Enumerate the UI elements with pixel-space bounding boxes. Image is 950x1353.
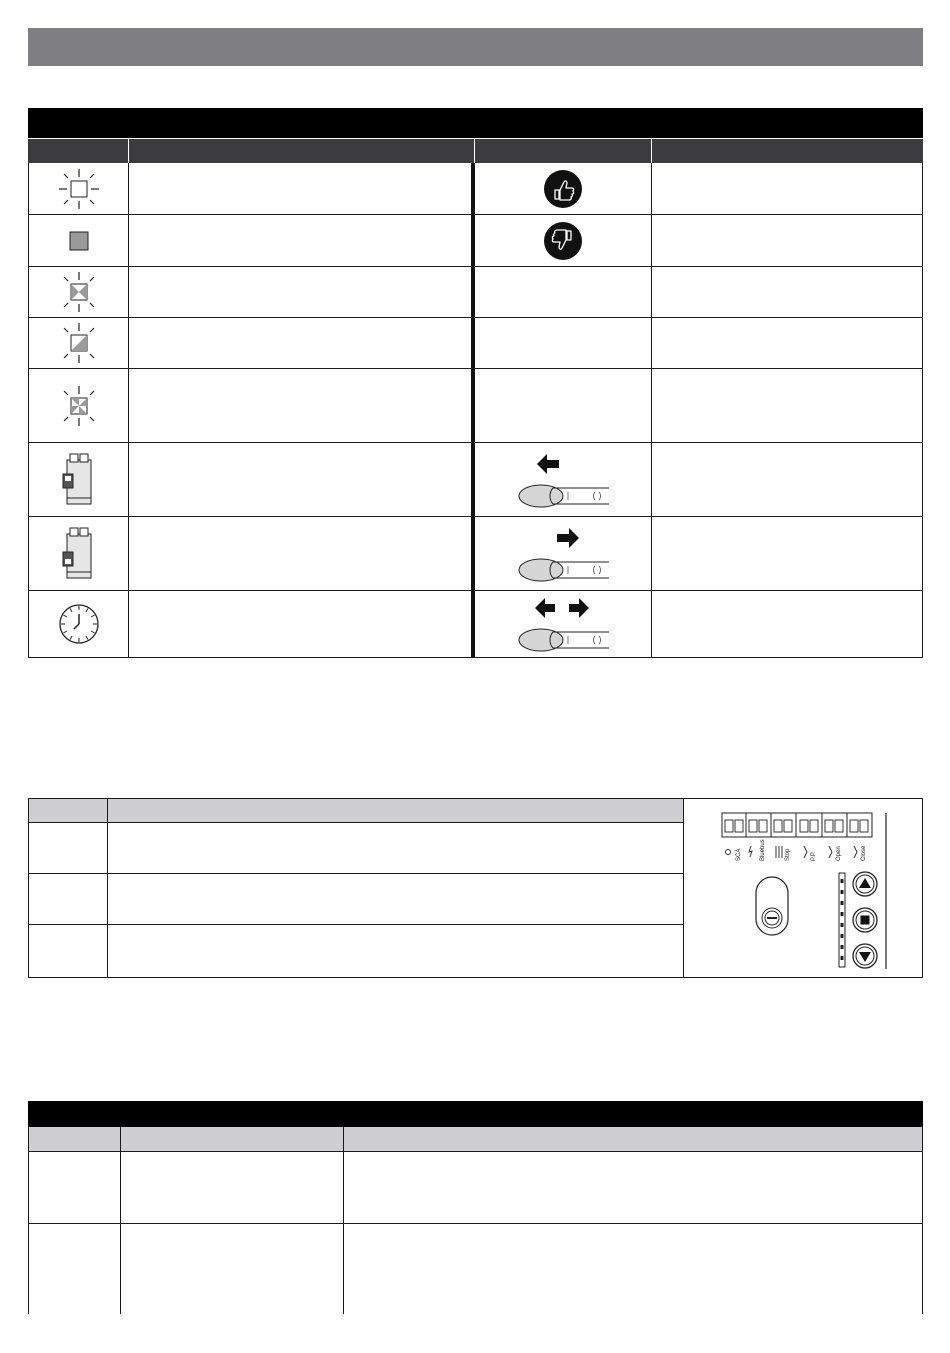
section-title-bar — [28, 28, 923, 66]
description-cell — [129, 267, 475, 317]
led-strip — [839, 873, 845, 967]
table-row — [28, 369, 923, 443]
pp-icon — [804, 846, 807, 858]
column-header — [652, 139, 923, 163]
description-cell — [129, 517, 475, 590]
description-cell — [129, 443, 475, 516]
table-row — [28, 318, 923, 369]
table-row — [28, 267, 923, 318]
table-row — [28, 163, 923, 215]
clock-icon — [57, 602, 101, 646]
table-row — [28, 215, 923, 267]
empty-cell — [475, 369, 652, 442]
open-icon — [829, 846, 832, 858]
stop-button[interactable] — [853, 908, 877, 932]
description-cell — [129, 369, 475, 442]
press-left-button-icon — [513, 450, 613, 510]
circuit-breaker-off-icon — [61, 526, 97, 582]
description-cell — [652, 215, 923, 266]
led-blinking-quarters-icon — [57, 384, 101, 428]
table-row — [29, 925, 683, 978]
up-arrow-button[interactable] — [853, 872, 877, 896]
thumb-up-icon — [543, 169, 583, 209]
led-blinking-icon — [57, 167, 101, 211]
description-cell — [652, 369, 923, 442]
symbols-table — [28, 108, 923, 658]
description-cell — [129, 215, 475, 266]
table-header — [29, 799, 683, 823]
description-cell — [652, 591, 923, 657]
symbols-table-column-headers — [28, 138, 923, 163]
terminal-label: Close — [861, 845, 867, 861]
column-header — [28, 139, 129, 163]
thumb-down-icon — [543, 221, 583, 261]
empty-cell — [475, 267, 652, 317]
led-off-icon — [57, 219, 101, 263]
press-both-buttons-icon — [513, 594, 613, 654]
description-cell — [129, 591, 475, 657]
stop-square-icon — [861, 916, 870, 925]
press-right-button-icon — [513, 524, 613, 584]
table-row — [28, 591, 923, 658]
key-selector[interactable] — [756, 877, 788, 935]
description-cell — [652, 267, 923, 317]
table-row — [28, 443, 923, 517]
table-row — [28, 517, 923, 591]
table-row — [29, 874, 683, 925]
bluebus-icon — [749, 846, 752, 857]
terminal-block — [722, 813, 872, 837]
terminal-label: P.P. — [811, 851, 817, 861]
close-icon — [854, 846, 857, 858]
control-panel-diagram — [684, 799, 922, 977]
control-panel-table — [28, 798, 923, 978]
description-cell — [652, 163, 923, 214]
table-row — [29, 823, 683, 874]
description-cell — [129, 163, 475, 214]
symbols-table-header — [28, 108, 923, 138]
led-blinking-half-icon — [57, 321, 101, 365]
column-header — [475, 139, 652, 163]
terminal-label: Stop — [785, 848, 791, 861]
description-cell — [652, 318, 923, 368]
diagnostics-table — [28, 1101, 923, 1314]
led-blinking-x-icon — [57, 270, 101, 314]
empty-cell — [475, 318, 652, 368]
diagnostics-table-column-headers — [28, 1127, 923, 1152]
down-arrow-button[interactable] — [853, 944, 877, 968]
column-header — [129, 139, 475, 163]
table-row — [28, 1152, 923, 1224]
terminal-label: Open — [836, 846, 842, 861]
diagnostics-table-header — [28, 1101, 923, 1127]
lamp-icon — [726, 850, 731, 855]
description-cell — [652, 517, 923, 590]
table-row — [28, 1224, 923, 1314]
circuit-breaker-on-icon — [61, 452, 97, 508]
terminal-label: SCA — [736, 848, 742, 861]
terminal-label: Bluebus — [760, 839, 766, 861]
stop-icon — [776, 846, 782, 858]
description-cell — [129, 318, 475, 368]
description-cell — [652, 443, 923, 516]
